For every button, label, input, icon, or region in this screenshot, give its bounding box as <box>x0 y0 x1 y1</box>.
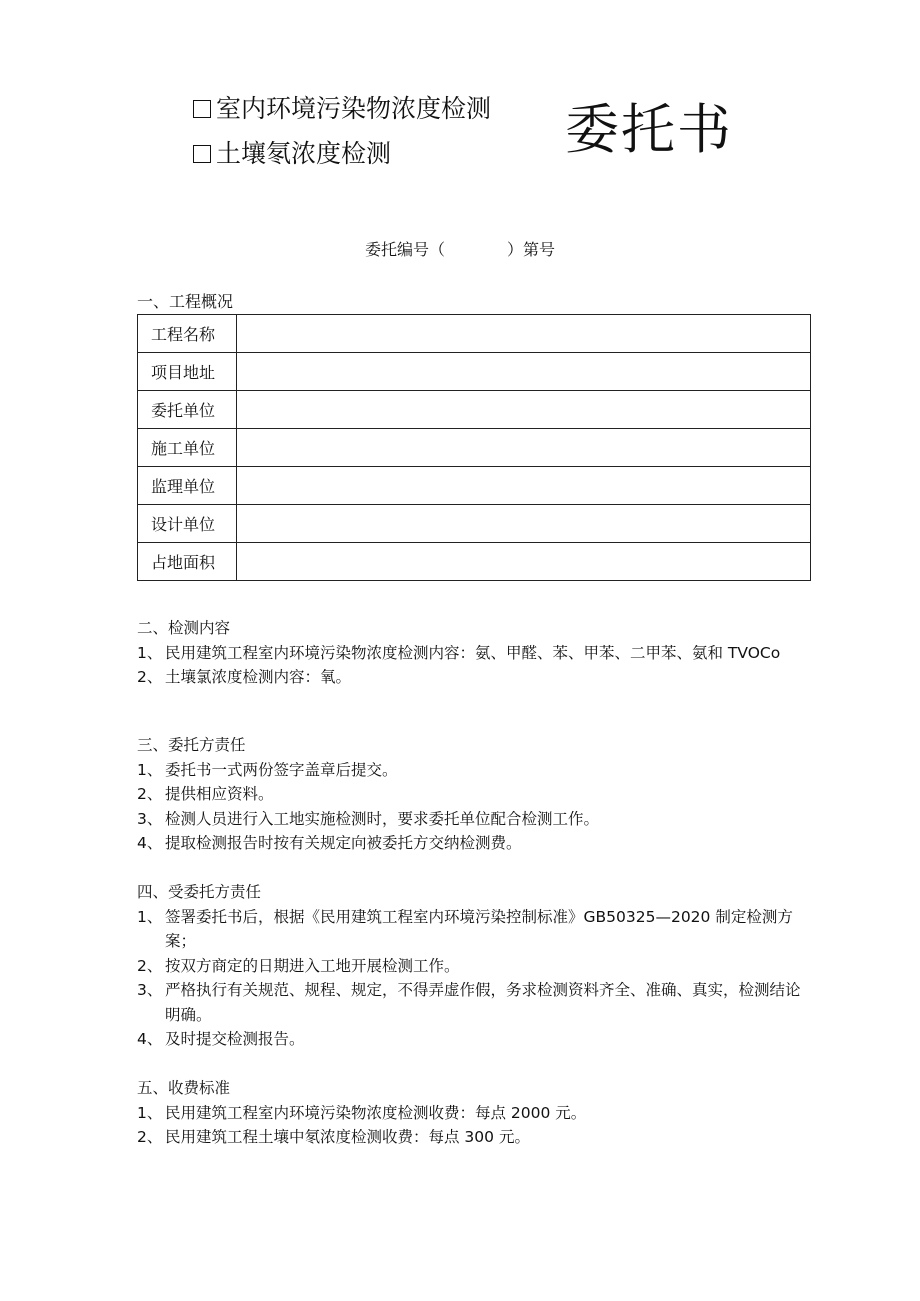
checkbox-soil-radon[interactable] <box>193 145 211 163</box>
row-label: 工程名称 <box>138 315 237 353</box>
row-value-field[interactable] <box>237 505 811 543</box>
item-text: 民用建筑工程土壤中氡浓度检测收费：每点 300 元。 <box>165 1128 530 1146</box>
item-number: 3、 <box>137 809 163 828</box>
commission-number-prefix: 委托编号（ <box>364 240 445 259</box>
list-item <box>137 665 809 690</box>
section-title-content: 二、检测内容 <box>137 619 231 637</box>
item-number: 2、 <box>137 668 163 686</box>
row-value-field[interactable] <box>237 391 811 429</box>
row-label: 委托单位 <box>138 391 237 429</box>
row-label: 监理单位 <box>138 467 237 505</box>
row-value-field[interactable] <box>237 353 811 391</box>
section-title-fees: 五、收费标准 <box>137 1079 231 1097</box>
item-text: 签署委托书后，根据《民用建筑工程室内环境污染控制标准》GB50325—2020 制定检测方案； <box>165 907 793 950</box>
section-detection-content <box>137 616 809 690</box>
item-text: 提取检测报告时按有关规定向被委托方交纳检测费。 <box>165 834 522 852</box>
list-item <box>137 1125 809 1150</box>
item-number: 2、 <box>137 956 163 975</box>
row-label: 施工单位 <box>138 429 237 467</box>
list-item <box>137 1101 809 1126</box>
item-text: 及时提交检测报告。 <box>165 1030 305 1048</box>
table-row <box>138 315 811 353</box>
item-text: 检测人员进行入工地实施检测时，要求委托单位配合检测工作。 <box>165 809 600 828</box>
section-title-contractor: 四、受委托方责任 <box>137 883 262 901</box>
item-number: 3、 <box>137 981 163 999</box>
item-number: 1、 <box>137 1103 163 1122</box>
list-item <box>137 978 809 1027</box>
section-title-overview: 一、工程概况 <box>137 292 234 311</box>
detection-type-options <box>193 92 491 182</box>
row-value-field[interactable] <box>237 315 811 353</box>
item-text: 严格执行有关规范、规程、规定，不得弄虚作假，务求检测资料齐全、准确、真实，检测结论明确。 <box>165 981 801 1024</box>
checkbox-indoor-pollution[interactable] <box>193 100 211 118</box>
list-item <box>137 641 809 666</box>
row-value-field[interactable] <box>237 543 811 581</box>
item-number: 4、 <box>137 834 163 852</box>
list-item <box>137 1027 809 1052</box>
table-row <box>138 467 811 505</box>
list-item <box>137 831 809 856</box>
item-text: 民用建筑工程室内环境污染物浓度检测内容：氨、甲醛、苯、甲苯、二甲苯、氨和 TVOCo <box>165 643 781 662</box>
item-number: 2、 <box>137 1128 163 1146</box>
commission-number-line <box>0 239 920 261</box>
item-number: 2、 <box>137 785 163 803</box>
row-value-field[interactable] <box>237 467 811 505</box>
table-row <box>138 353 811 391</box>
list-item <box>137 807 809 832</box>
document-title: 委托书 <box>565 98 733 161</box>
item-number: 1、 <box>137 907 163 926</box>
option-soil-radon[interactable] <box>193 137 491 182</box>
row-label: 设计单位 <box>138 505 237 543</box>
option-label: 土壤氡浓度检测 <box>216 139 392 168</box>
item-text: 按双方商定的日期进入工地开展检测工作。 <box>165 956 460 975</box>
item-text: 民用建筑工程室内环境污染物浓度检测收费：每点 2000 元。 <box>165 1103 587 1122</box>
section-fee-standard <box>137 1076 809 1150</box>
row-label: 项目地址 <box>138 353 237 391</box>
row-label: 占地面积 <box>138 543 237 581</box>
item-text: 土壤氯浓度检测内容：氧。 <box>165 668 352 686</box>
list-item <box>137 782 809 807</box>
table-row <box>138 543 811 581</box>
table-row <box>138 505 811 543</box>
row-value-field[interactable] <box>237 429 811 467</box>
item-text: 提供相应资料。 <box>165 785 274 803</box>
list-item <box>137 905 809 954</box>
list-item <box>137 758 809 783</box>
table-row <box>138 429 811 467</box>
section-title-client: 三、委托方责任 <box>137 736 246 754</box>
section-client-responsibility <box>137 733 809 856</box>
item-number: 1、 <box>137 643 163 662</box>
list-item <box>137 954 809 979</box>
item-number: 4、 <box>137 1030 163 1048</box>
commission-number-suffix: ）第号 <box>507 240 556 259</box>
project-overview-table <box>137 314 811 581</box>
item-number: 1、 <box>137 760 163 779</box>
table-row <box>138 391 811 429</box>
option-indoor-pollution[interactable] <box>193 92 491 137</box>
section-contractor-responsibility <box>137 880 809 1052</box>
option-label: 室内环境污染物浓度检测 <box>216 94 492 123</box>
item-text: 委托书一式两份签字盖章后提交。 <box>165 760 398 779</box>
